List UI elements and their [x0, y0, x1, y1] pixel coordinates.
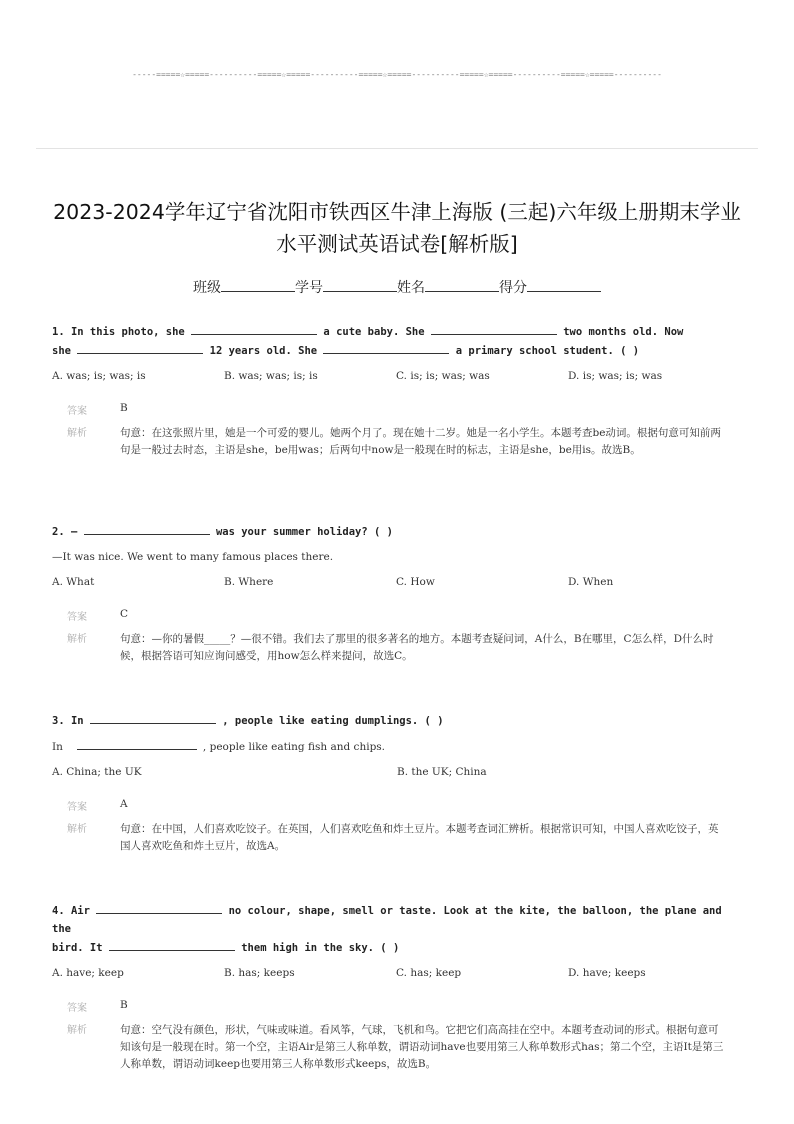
answer-blank: [191, 322, 317, 335]
options: [52, 965, 742, 981]
analysis-text: 句意：空气没有颜色，形状，气味或味道。看风筝，气球，飞机和鸟。它把它们高高挂在空中。本题考查动词的形式。根据句意可知该句是一般现在时。第一个空，主语Air是第三人称单数，谓语动词have也要用第三人称单数形式has；第二个空，主语It是第三人称单数，谓语动词keep也要用第三人称单数形式keeps，故选B。: [120, 1024, 724, 1070]
title-line-1: 2023-2024学年辽宁省沈阳市铁西区牛津上海版 (三起)六年级上册期末学业: [53, 200, 741, 224]
question-stem: 2. — was your summer holiday? ( ): [52, 522, 742, 541]
field-score-blank: [527, 277, 601, 292]
option-c: C. has; keep: [396, 967, 462, 979]
options: [52, 764, 742, 780]
field-class-blank: [221, 277, 295, 292]
option-b: B. has; keeps: [224, 967, 295, 979]
analysis-text: 句意：在中国，人们喜欢吃饺子。在英国，人们喜欢吃鱼和炸土豆片。本题考查词汇辨析。根据常识可知，中国人喜欢吃饺子，英国人喜欢吃鱼和炸土豆片，故选A。: [120, 823, 719, 852]
field-number-blank: [323, 277, 397, 292]
options: [52, 574, 742, 590]
field-score-label: 得分: [499, 280, 527, 296]
answer-value: B: [120, 999, 128, 1011]
question-3: [52, 711, 742, 855]
option-b: B. the UK; China: [397, 766, 487, 778]
answer-label: 答案: [67, 406, 87, 417]
answer-blank: [96, 901, 222, 914]
option-d: D. have; keeps: [568, 967, 646, 979]
analysis-label: 解析: [67, 824, 87, 835]
analysis-row: [67, 631, 742, 665]
answer-blank: [77, 737, 197, 750]
question-stem: 1. In this photo, she a cute baby. She two months old. Now she 12 years old. She a primary school student. ( ): [52, 322, 742, 360]
option-c: C. How: [396, 576, 435, 588]
answer-value: C: [120, 608, 129, 620]
analysis-label: 解析: [67, 428, 87, 439]
analysis-row: [67, 821, 742, 855]
option-a: A. What: [52, 576, 95, 588]
answer-blank: [431, 322, 557, 335]
analysis-row: [67, 1022, 742, 1073]
answer-label: 答案: [67, 802, 87, 813]
header-decoration: -----=====☆=====----------=====☆=====----------=====☆=====----------=====☆=====----------=====☆=====----------: [132, 70, 662, 79]
question-4: [52, 901, 742, 1073]
answer-blank: [77, 341, 203, 354]
analysis-row: [67, 425, 742, 459]
title-line-2: 水平测试英语试卷[解析版]: [276, 232, 518, 256]
answer-blank: [109, 938, 235, 951]
question-stem: 3. In , people like eating dumplings. ( ): [52, 711, 742, 730]
field-number-label: 学号: [295, 280, 323, 296]
question-2: [52, 522, 742, 665]
answer-row: [67, 402, 742, 417]
field-class-label: 班级: [193, 280, 221, 296]
analysis-label: 解析: [67, 1025, 87, 1036]
question-1: [52, 322, 742, 459]
answer-label: 答案: [67, 612, 87, 623]
analysis-label: 解析: [67, 634, 87, 645]
option-a: A. have; keep: [52, 967, 124, 979]
dialogue-line: —It was nice. We went to many famous places there.: [52, 551, 334, 563]
question-stem: 4. Air no colour, shape, smell or taste. Look at the kite, the balloon, the plane and the bird. It them high in the sky. ( ): [52, 901, 742, 957]
answer-value: B: [120, 402, 128, 414]
answer-blank: [90, 711, 216, 724]
option-b: B. Where: [224, 576, 274, 588]
options: [52, 368, 742, 384]
answer-row: [67, 999, 742, 1014]
answer-row: [67, 608, 742, 623]
answer-value: A: [120, 798, 128, 810]
option-b: B. was; was; is; is: [224, 370, 318, 382]
analysis-text: 句意：在这张照片里，她是一个可爱的婴儿。她两个月了。现在她十二岁。她是一名小学生。本题考查be动词。根据句意可知前两句是一般过去时态，主语是she，be用was；后两句中now是一般现在时的标志，主语是she，be用is。故选B。: [120, 427, 721, 456]
student-info-row: [0, 277, 794, 297]
option-d: D. is; was; is; was: [568, 370, 663, 382]
document-title: [30, 196, 764, 260]
field-name-label: 姓名: [397, 280, 425, 296]
answer-label: 答案: [67, 1003, 87, 1014]
analysis-text: 句意：—你的暑假_____？—很不错。我们去了那里的很多著名的地方。本题考查疑问词，A什么，B在哪里，C怎么样，D什么时候，根据答语可知应询问感受，用how怎么样来提问，故选C。: [120, 633, 714, 662]
answer-row: [67, 798, 742, 813]
second-sentence: In , people like eating fish and chips.: [52, 737, 742, 756]
answer-blank: [84, 522, 210, 535]
answer-blank: [323, 341, 449, 354]
header-divider: [36, 148, 758, 149]
option-a: A. China; the UK: [52, 766, 142, 778]
field-name-blank: [425, 277, 499, 292]
option-a: A. was; is; was; is: [52, 370, 146, 382]
option-c: C. is; is; was; was: [396, 370, 490, 382]
option-d: D. When: [568, 576, 614, 588]
